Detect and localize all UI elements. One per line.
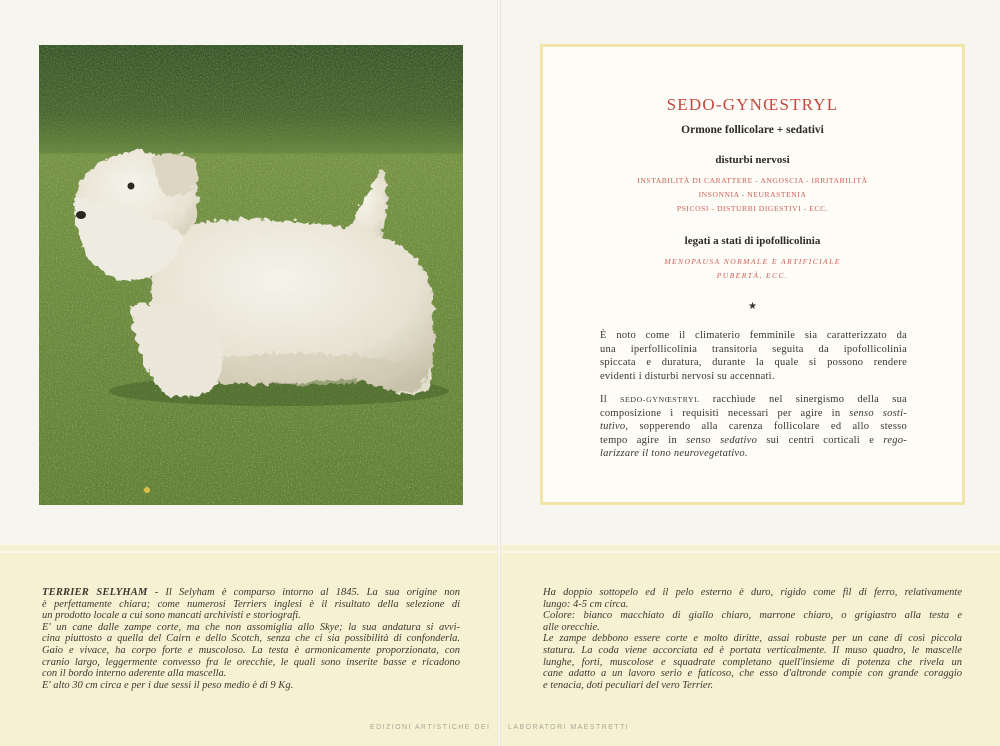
text-line: E' un cane dalle zampe corte, ma che non assomiglia allo Skye; la sua andatura si avvi- <box>42 621 460 633</box>
dog-photo <box>39 45 463 505</box>
text-segment-italic: larizzare il tono neurovegetativo. <box>600 448 748 459</box>
text-line: E' alto 30 cm circa e per i due sessi il peso medio è di 9 Kg. <box>42 679 294 691</box>
text-line <box>42 587 460 599</box>
flower <box>144 487 150 493</box>
text-segment-italic: tutivo <box>600 421 626 432</box>
indication-item: INSONNIA - NEURASTENIA <box>698 190 807 199</box>
condition-item: MENOPAUSA NORMALE E ARTIFICIALE <box>664 257 841 266</box>
text-line: alle orecchie. <box>543 621 600 633</box>
breed-description <box>42 587 460 691</box>
condition-item: PUBERTÀ, ECC. <box>716 271 789 280</box>
text-line: e tenacia, doti peculiari del vero Terrier. <box>543 679 714 691</box>
text-line <box>600 393 907 407</box>
text-line: spiccata e duratura, durante la quale si possono rendere <box>600 357 907 368</box>
text-line: una iperfollicolinia transitoria seguita da ipofollicolinia <box>600 343 907 355</box>
breed-description-continued <box>543 587 962 691</box>
dog-nose <box>76 211 86 219</box>
product-name: SEDO-GYNŒSTRYL <box>666 95 839 114</box>
dog-eye <box>128 183 135 190</box>
text-segment: , sopperendo alla carenza follicolare ed allo stesso <box>625 421 907 432</box>
text-line: Colore: bianco macchiato di giallo chiaro, marrone chiaro, o grigiastro alla testa e <box>543 610 962 622</box>
indication-heading: disturbi nervosi <box>715 154 790 166</box>
product-paragraph-1 <box>600 329 907 383</box>
text-line: con il bordo interno aderente alla mascella. <box>42 668 227 680</box>
text-segment: Il <box>600 394 621 405</box>
product-name-inline: SEDO-GYNŒSTRYL <box>620 395 700 404</box>
publisher-imprint-right: LABORATORI MAESTRETTI <box>508 724 630 731</box>
star-separator-icon: ★ <box>748 301 757 312</box>
publisher-imprint-left: EDIZIONI ARTISTICHE DEI <box>370 724 491 731</box>
text-segment: composizione i requisiti necessari per agire in <box>600 407 850 419</box>
text-segment-italic: senso sosti- <box>849 407 908 419</box>
text-line: un prodotto locale a cui sono mancati archivisti e storiografi. <box>42 610 301 622</box>
text-line: lunghe, forti, muscolose e squadrate completano quell'insieme di potenza che rivela un <box>543 656 962 668</box>
text-segment-italic: senso sedativo <box>686 434 758 446</box>
breed-name: TERRIER SELYHAM <box>42 587 148 598</box>
text-line: cina piuttosto a quella del Cairn e dello Scotch, senza che ci sia possibilità di confonderla. <box>42 633 460 645</box>
text-line <box>600 407 907 421</box>
text-line: statura. La coda viene accorciata ed è portata verticalmente. Il muso quadro, le mascelle <box>543 644 962 656</box>
indication-item: PSICOSI - DISTURBI DIGESTIVI - ECC. <box>676 204 829 213</box>
text-line: evidenti i disturbi nervosi su accennati. <box>600 370 775 382</box>
text-line: cane adatto a un lavoro serio e faticoso, che esso d'altronde compie con grande coraggio <box>543 668 962 680</box>
text-line: Ha doppio sottopelo ed il pelo esterno è duro, rigido come fil di ferro, relativamente <box>543 587 962 598</box>
product-subtitle: Ormone follicolare + sedativi <box>681 124 824 136</box>
text-line <box>600 420 907 434</box>
page-fold <box>497 0 501 746</box>
text-line: Le zampe debbono essere corte e molto diritte, assai robuste per un cane di così piccola <box>543 633 962 645</box>
text-segment: racchiude nel sinergismo della sua <box>699 394 907 405</box>
condition-heading: legati a stati di ipofollicolinia <box>684 235 821 247</box>
text-segment: - Il Selyham è comparso intorno al 1845. La sua origine non <box>147 587 460 598</box>
text-line: cranio largo, leggermente convesso fra le orecchie, le quali sono inserite basse e ricadono <box>42 656 460 668</box>
text-segment: tempo agire in <box>600 434 687 446</box>
indication-item: INSTABILITÀ DI CARATTERE - ANGOSCIA - IRRITABILITÀ <box>637 176 868 185</box>
text-segment-italic: rego- <box>883 434 908 446</box>
text-line: È noto come il climaterio femminile sia caratterizzato da <box>600 330 907 341</box>
text-segment: sui centri corticali e <box>757 434 884 446</box>
text-line: lungo: 4-5 cm circa. <box>543 598 629 610</box>
text-line: è perfettamente chiara; come numerosi Terriers inglesi è il risultato della selezione di <box>42 598 460 610</box>
text-line <box>600 434 907 448</box>
text-line: Gaio e vivace, ha corpo forte e muscoloso. La testa è armonicamente proporzionata, con <box>42 644 460 656</box>
text-line <box>600 447 907 461</box>
product-paragraph-2 <box>600 393 907 461</box>
